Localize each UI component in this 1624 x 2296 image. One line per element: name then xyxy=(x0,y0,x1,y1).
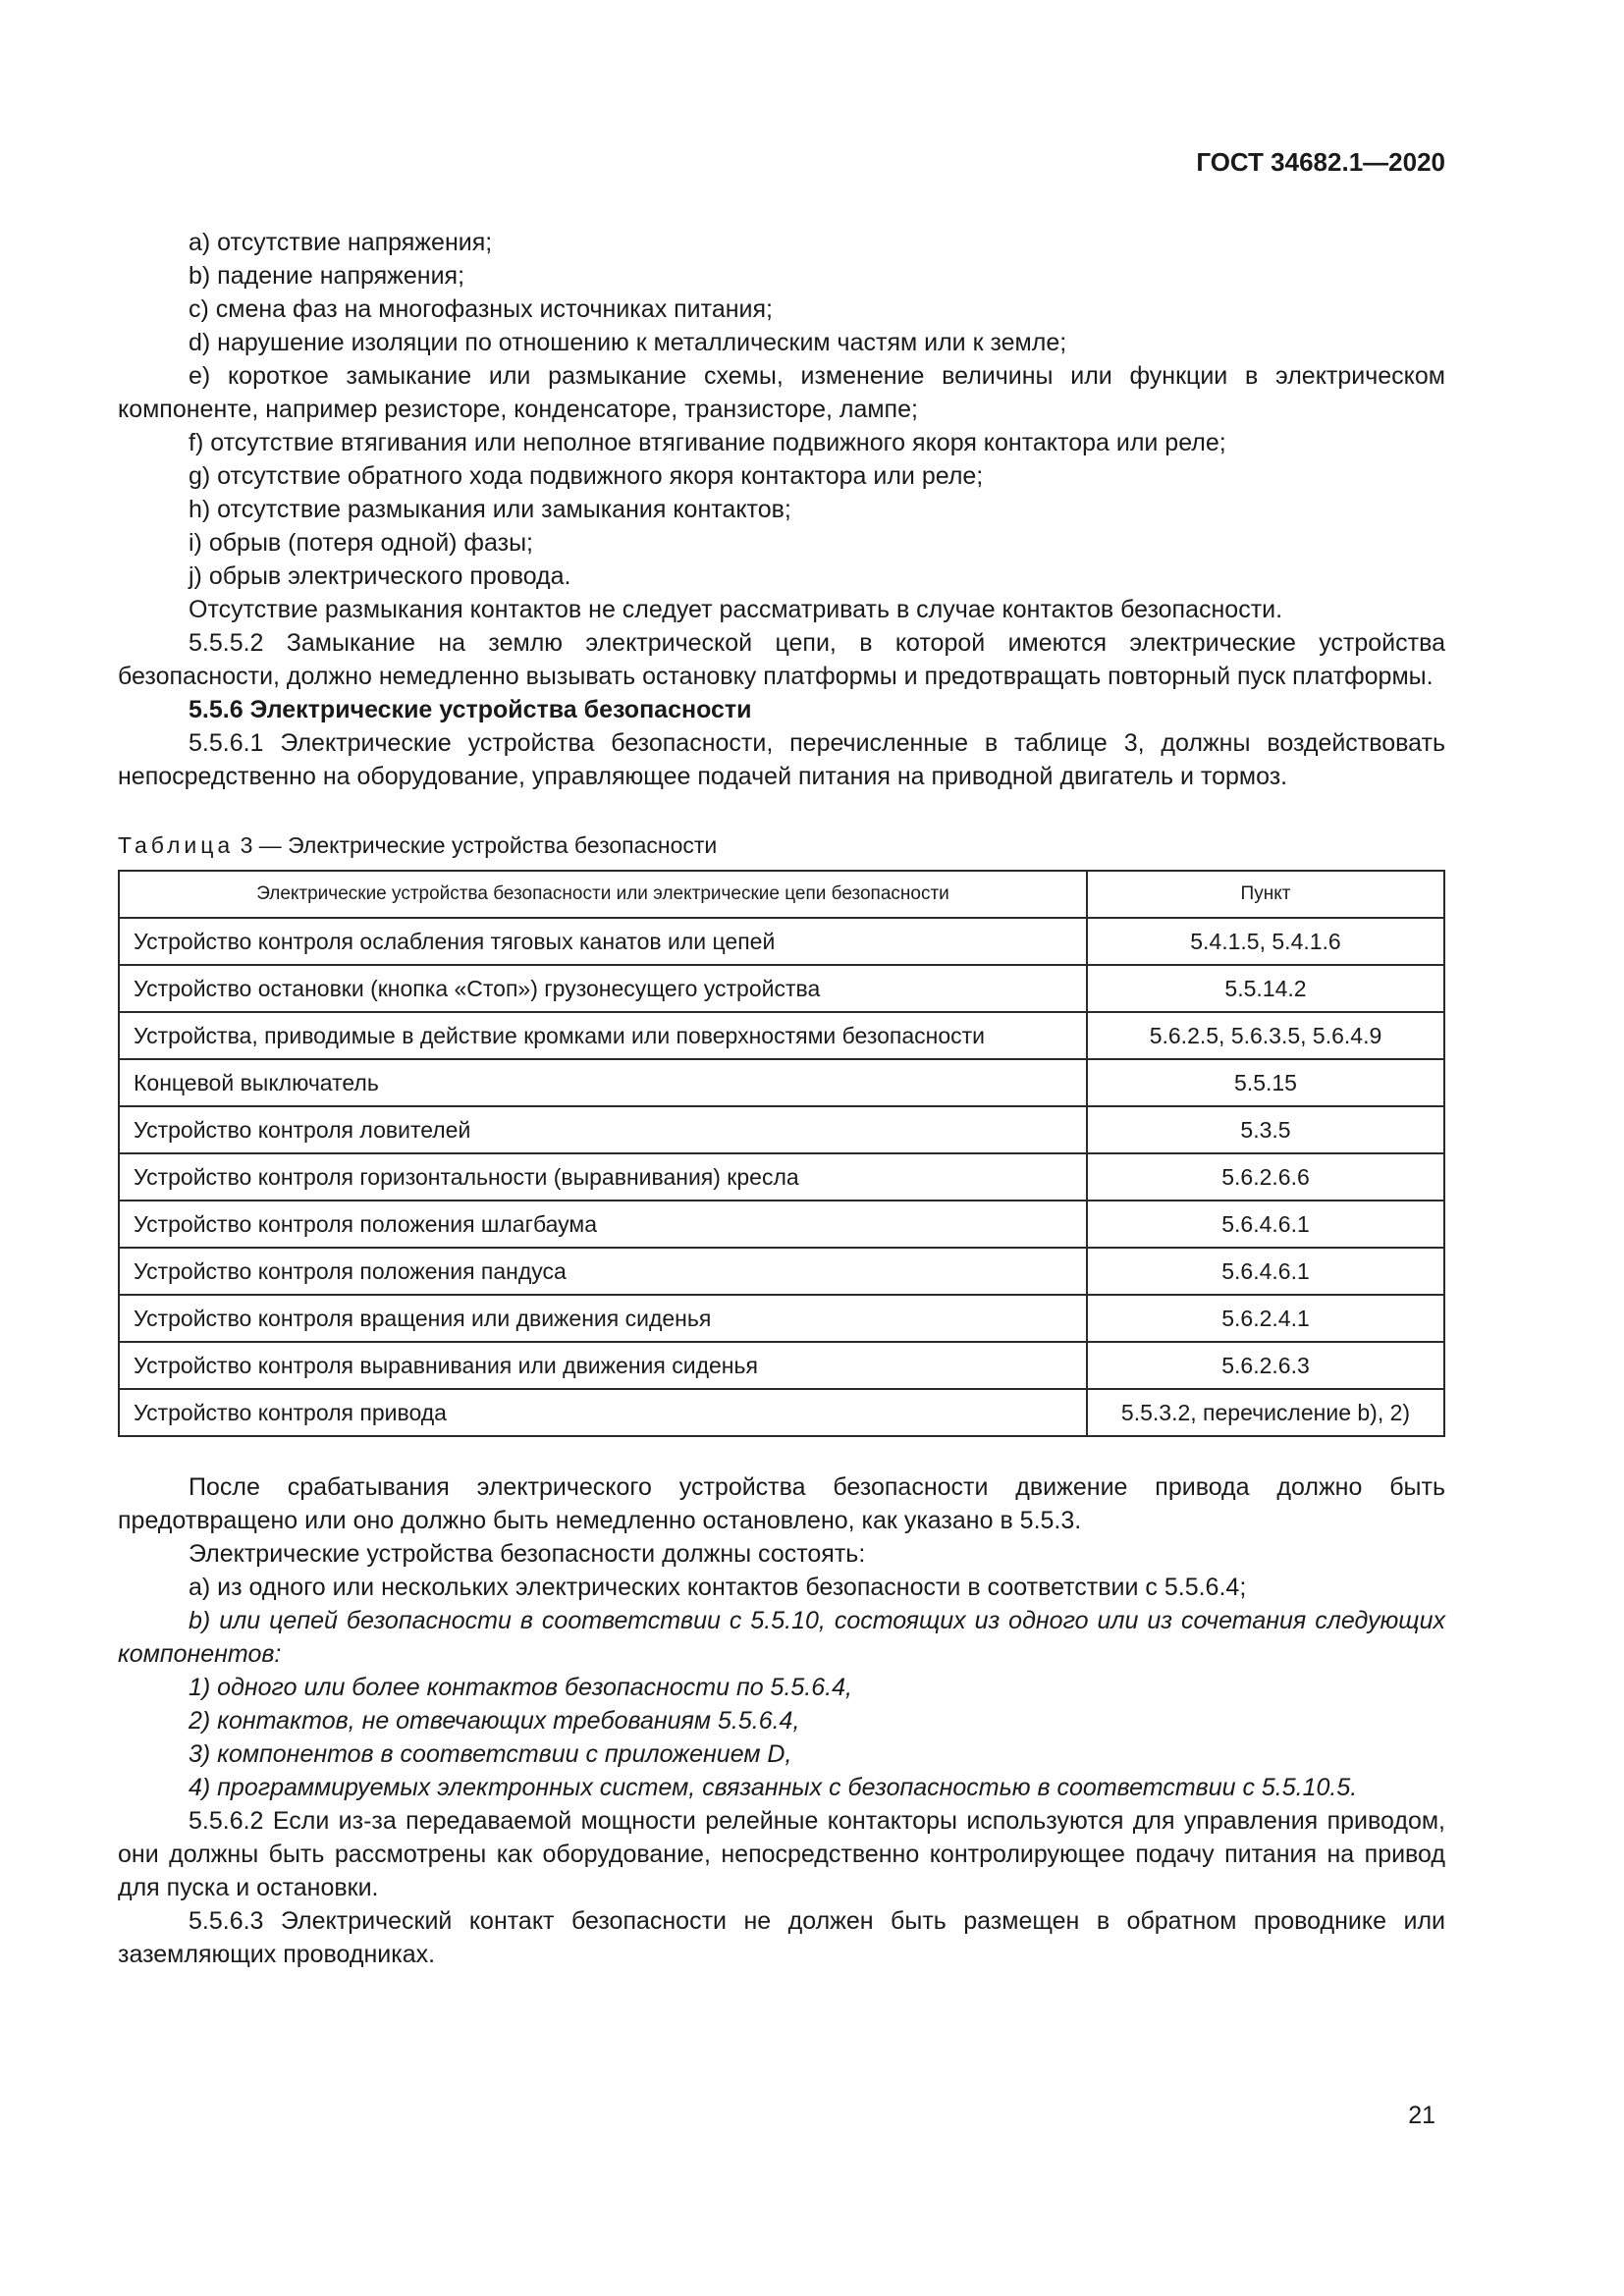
paragraph-5-5-5-2: 5.5.5.2 Замыкание на землю электрической цепи, в которой имеются электрические устройства безопасности, должно немедленно вызывать остановку платформы и предотвращать повторный пуск платформы. xyxy=(118,629,1445,690)
document-body xyxy=(118,226,1445,1971)
column-header-clause: Пункт xyxy=(1087,871,1444,918)
sub-list-item: 4) программируемых электронных систем, связанных с безопасностью в соответствии с 5.5.10.5. xyxy=(189,1774,1358,1801)
list-item: h) отсутствие размыкания или замыкания контактов; xyxy=(189,496,791,523)
column-header-device: Электрические устройства безопасности или электрические цепи безопасности xyxy=(119,871,1087,918)
device-cell: Устройство контроля ловителей xyxy=(119,1106,1087,1153)
table-row xyxy=(119,1153,1444,1201)
table-row xyxy=(119,1295,1444,1342)
table-caption-label: Таблица xyxy=(118,832,235,858)
device-cell: Устройство контроля положения пандуса xyxy=(119,1248,1087,1295)
clause-cell: 5.5.3.2, перечисление b), 2) xyxy=(1087,1389,1444,1436)
device-cell: Устройства, приводимые в действие кромками или поверхностями безопасности xyxy=(119,1012,1087,1059)
device-cell: Устройство остановки (кнопка «Стоп») грузонесущего устройства xyxy=(119,965,1087,1012)
list-item: e) короткое замыкание или размыкание схемы, изменение величины или функции в электрическом компоненте, например резисторе, конденсаторе, транзисторе, лампе; xyxy=(118,362,1445,423)
page-number: 21 xyxy=(1408,2102,1435,2129)
device-cell: Устройство контроля вращения или движения сиденья xyxy=(119,1295,1087,1342)
list-item: d) нарушение изоляции по отношению к металлическим частям или к земле; xyxy=(189,329,1067,356)
paragraph-5-5-6-2: 5.5.6.2 Если из-за передаваемой мощности релейные контакторы используются для управления приводом, они должны быть рассмотрены как оборудование, непосредственно контролирующее подачу питания на привод для пуска и остановки. xyxy=(118,1807,1445,1901)
clause-cell: 5.6.2.6.6 xyxy=(1087,1153,1444,1201)
device-cell: Устройство контроля выравнивания или движения сиденья xyxy=(119,1342,1087,1389)
clause-cell: 5.3.5 xyxy=(1087,1106,1444,1153)
device-cell: Устройство контроля положения шлагбаума xyxy=(119,1201,1087,1248)
table-row xyxy=(119,918,1444,965)
clause-cell: 5.6.2.4.1 xyxy=(1087,1295,1444,1342)
list-item-b: b) или цепей безопасности в соответствии с 5.5.10, состоящих из одного или из сочетания следующих компонентов: xyxy=(118,1607,1445,1668)
table-header-row xyxy=(119,871,1444,918)
safety-devices-table xyxy=(118,870,1445,1437)
clause-cell: 5.6.2.6.3 xyxy=(1087,1342,1444,1389)
clause-cell: 5.4.1.5, 5.4.1.6 xyxy=(1087,918,1444,965)
paragraph-5-5-6-1: 5.5.6.1 Электрические устройства безопасности, перечисленные в таблице 3, должны воздействовать непосредственно на оборудование, управляющее подачей питания на приводной двигатель и тормоз. xyxy=(118,729,1445,790)
table-row xyxy=(119,1201,1444,1248)
table-caption xyxy=(118,830,1445,860)
sub-list-item: 3) компонентов в соответствии с приложением D, xyxy=(189,1740,792,1768)
table-row xyxy=(119,1059,1444,1106)
list-item: j) обрыв электрического провода. xyxy=(189,562,571,590)
paragraph-5-5-6-3: 5.5.6.3 Электрический контакт безопасности не должен быть размещен в обратном проводнике или заземляющих проводниках. xyxy=(118,1907,1445,1968)
clause-cell: 5.6.4.6.1 xyxy=(1087,1248,1444,1295)
sub-list-item: 2) контактов, не отвечающих требованиям 5.5.6.4, xyxy=(189,1707,800,1735)
clause-cell: 5.5.14.2 xyxy=(1087,965,1444,1012)
device-cell: Устройство контроля горизонтальности (выравнивания) кресла xyxy=(119,1153,1087,1201)
device-cell: Устройство контроля привода xyxy=(119,1389,1087,1436)
list-item: b) падение напряжения; xyxy=(189,262,465,290)
device-cell: Устройство контроля ослабления тяговых канатов или цепей xyxy=(119,918,1087,965)
list-item: g) отсутствие обратного хода подвижного якоря контактора или реле; xyxy=(189,462,984,490)
table-row xyxy=(119,1012,1444,1059)
clause-cell: 5.6.2.5, 5.6.3.5, 5.6.4.9 xyxy=(1087,1012,1444,1059)
list-item: f) отсутствие втягивания или неполное втягивание подвижного якоря контактора или реле; xyxy=(189,429,1226,456)
table-caption-text: 3 — Электрические устройства безопасности xyxy=(240,832,718,858)
table-row xyxy=(119,965,1444,1012)
table-row xyxy=(119,1106,1444,1153)
clause-cell: 5.5.15 xyxy=(1087,1059,1444,1106)
document-header: ГОСТ 34682.1—2020 xyxy=(1196,147,1445,177)
section-heading: 5.5.6 Электрические устройства безопасности xyxy=(189,696,752,723)
paragraph-after-table: После срабатывания электрического устройства безопасности движение привода должно быть предотвращено или оно должно быть немедленно остановлено, как указано в 5.5.3. xyxy=(118,1473,1445,1534)
table-row xyxy=(119,1248,1444,1295)
list-item: a) отсутствие напряжения; xyxy=(189,229,493,256)
device-cell: Концевой выключатель xyxy=(119,1059,1087,1106)
clause-cell: 5.6.4.6.1 xyxy=(1087,1201,1444,1248)
list-item: c) смена фаз на многофазных источниках питания; xyxy=(189,295,773,323)
list-item-a: a) из одного или нескольких электрических контактов безопасности в соответствии с 5.5.6.4; xyxy=(189,1574,1247,1601)
table-row xyxy=(119,1342,1444,1389)
sub-list-item: 1) одного или более контактов безопасности по 5.5.6.4, xyxy=(189,1674,852,1701)
note-paragraph: Отсутствие размыкания контактов не следует рассматривать в случае контактов безопасности. xyxy=(189,596,1283,623)
paragraph-consist: Электрические устройства безопасности должны состоять: xyxy=(189,1540,866,1568)
list-item: i) обрыв (потеря одной) фазы; xyxy=(189,529,534,557)
table-row xyxy=(119,1389,1444,1436)
